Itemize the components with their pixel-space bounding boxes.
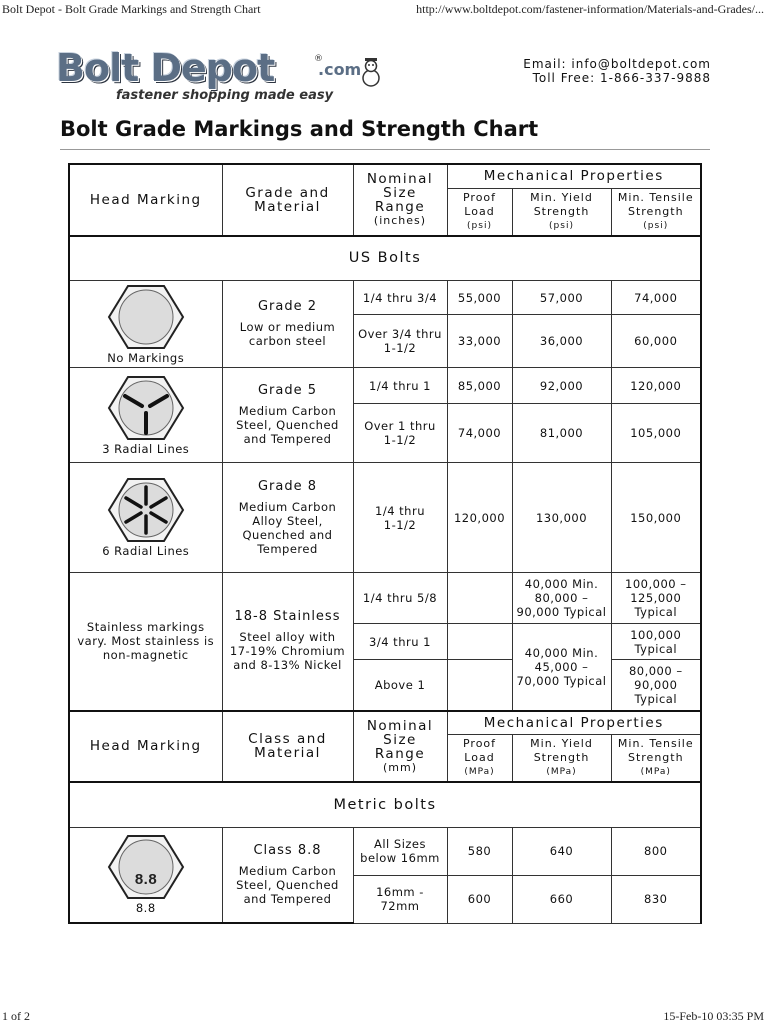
print-footer-page: 1 of 2 [2, 1009, 30, 1023]
header-mechanical-properties: Mechanical Properties [447, 711, 701, 735]
print-footer-timestamp: 15-Feb-10 03:35 PM [663, 1009, 764, 1023]
proof-cell [447, 624, 512, 660]
logo-wordmark: Bolt Depot [56, 46, 275, 90]
proof-cell: 74,000 [447, 404, 512, 463]
size-cell: All Sizes below 16mm [353, 827, 447, 875]
metric-header-row [69, 711, 701, 735]
us-section-row [69, 236, 701, 281]
size-cell: 1/4 thru 1 [353, 368, 447, 404]
proof-cell: 85,000 [447, 368, 512, 404]
tensile-cell: 105,000 [611, 404, 701, 463]
grade2-material-cell: Grade 2 Low or medium carbon steel [222, 281, 353, 368]
yield-cell: 640 [512, 827, 611, 875]
marking-label: 3 Radial Lines [102, 441, 190, 456]
size-cell: 1/4 thru 5/8 [353, 573, 447, 624]
size-cell: 1/4 thru 1-1/2 [353, 463, 447, 573]
tensile-cell: 800 [611, 827, 701, 875]
us-bolts-section-title: US Bolts [69, 236, 701, 281]
tensile-cell: 60,000 [611, 315, 701, 368]
tensile-cell: 74,000 [611, 281, 701, 315]
header-proof-load: Proof Load (MPa) [447, 735, 512, 783]
bolt-grade-chart [68, 163, 702, 924]
logo-registered-mark: ® [314, 54, 323, 64]
yield-cell: 660 [512, 875, 611, 923]
header-grade-material: Grade and Material [222, 164, 353, 236]
marking-label: 8.8 [135, 901, 156, 916]
table-row [69, 281, 701, 315]
grade8-marking-cell [69, 463, 222, 573]
yield-cell: 130,000 [512, 463, 611, 573]
hex-head-8-8-marking-icon [106, 834, 186, 900]
yield-cell: 36,000 [512, 315, 611, 368]
header-nominal-size: Nominal Size Range (inches) [353, 164, 447, 236]
contact-phone: Toll Free: 1-866-337-9888 [532, 71, 711, 85]
stainless-material-cell: 18-8 Stainless Steel alloy with 17-19% Chromium and 8-13% Nickel [222, 573, 353, 711]
size-cell: 3/4 thru 1 [353, 624, 447, 660]
bolt-depot-logo[interactable] [56, 46, 386, 108]
logo-dotcom: .com [318, 60, 362, 79]
snowman-mascot-icon [356, 58, 386, 88]
grade5-material-cell: Grade 5 Medium Carbon Steel, Quenched and Tempered [222, 368, 353, 463]
grade2-marking-cell [69, 281, 222, 368]
class88-marking-cell [69, 827, 222, 923]
tensile-cell: 100,000 – 125,000 Typical [611, 573, 701, 624]
contact-email[interactable]: Email: info@boltdepot.com [523, 57, 711, 71]
header-min-yield: Min. Yield Strength (MPa) [512, 735, 611, 783]
grade-name: Class 8.8 [253, 842, 322, 858]
print-header-url: http://www.boltdepot.com/fastener-information/Materials-and-Grades/... [416, 2, 764, 16]
marking-label: No Markings [107, 350, 185, 365]
grade-name: Grade 8 [257, 478, 318, 494]
tensile-cell: 150,000 [611, 463, 701, 573]
grade8-material-cell: Grade 8 Medium Carbon Alloy Steel, Quenched and Tempered [222, 463, 353, 573]
grade-name: Grade 5 [257, 383, 318, 398]
proof-cell: 600 [447, 875, 512, 923]
header-min-tensile: Min. Tensile Strength (MPa) [611, 735, 701, 783]
us-header-row [69, 164, 701, 188]
tensile-cell: 830 [611, 875, 701, 923]
yield-cell: 40,000 Min. 80,000 – 90,000 Typical [512, 573, 611, 624]
yield-cell: 92,000 [512, 368, 611, 404]
grade5-marking-cell [69, 368, 222, 463]
logo-tagline: fastener shopping made easy [116, 88, 334, 103]
yield-cell: 40,000 Min. 45,000 – 70,000 Typical [512, 624, 611, 711]
size-cell: Over 1 thru 1-1/2 [353, 404, 447, 463]
proof-cell: 55,000 [447, 281, 512, 315]
size-cell: Above 1 [353, 660, 447, 711]
marking-label: 6 Radial Lines [102, 544, 190, 558]
header-head-marking: Head Marking [69, 711, 222, 783]
table-row [69, 463, 701, 573]
metric-bolts-section-title: Metric bolts [69, 782, 701, 827]
grade-name: 18-8 Stainless [234, 609, 341, 625]
tensile-cell: 100,000 Typical [611, 624, 701, 660]
header-mechanical-properties: Mechanical Properties [447, 164, 701, 188]
header-head-marking: Head Marking [69, 164, 222, 236]
class88-material-cell: Class 8.8 Medium Carbon Steel, Quenched and Tempered [222, 827, 353, 923]
hex-head-no-markings-icon [106, 284, 186, 350]
proof-cell [447, 573, 512, 624]
proof-cell: 120,000 [447, 463, 512, 573]
proof-cell [447, 660, 512, 711]
table-row [69, 573, 701, 624]
tensile-cell: 80,000 – 90,000 Typical [611, 660, 701, 711]
header-min-yield: Min. Yield Strength (psi) [512, 188, 611, 236]
size-cell: 1/4 thru 3/4 [353, 281, 447, 315]
head-stamp-text: 8.8 [134, 871, 157, 889]
page-title: Bolt Grade Markings and Strength Chart [60, 117, 539, 141]
metric-section-row [69, 782, 701, 827]
yield-cell: 81,000 [512, 404, 611, 463]
header-class-material: Class and Material [222, 711, 353, 783]
tensile-cell: 120,000 [611, 368, 701, 404]
size-cell: Over 3/4 thru 1-1/2 [353, 315, 447, 368]
header-proof-load: Proof Load (psi) [447, 188, 512, 236]
title-divider [60, 149, 710, 150]
size-cell: 16mm - 72mm [353, 875, 447, 923]
yield-cell: 57,000 [512, 281, 611, 315]
hex-head-6-radial-lines-icon [106, 477, 186, 543]
contact-info [523, 57, 711, 85]
stainless-marking-cell: Stainless markings vary. Most stainless is non-magnetic [69, 573, 222, 711]
header-nominal-size: Nominal Size Range (mm) [353, 711, 447, 783]
proof-cell: 33,000 [447, 315, 512, 368]
table-row [69, 827, 701, 875]
proof-cell: 580 [447, 827, 512, 875]
grade-name: Grade 2 [257, 299, 318, 314]
table-row [69, 368, 701, 404]
header-min-tensile: Min. Tensile Strength (psi) [611, 188, 701, 236]
print-header-title: Bolt Depot - Bolt Grade Markings and Strength Chart [2, 2, 261, 16]
hex-head-3-radial-lines-icon [106, 375, 186, 441]
